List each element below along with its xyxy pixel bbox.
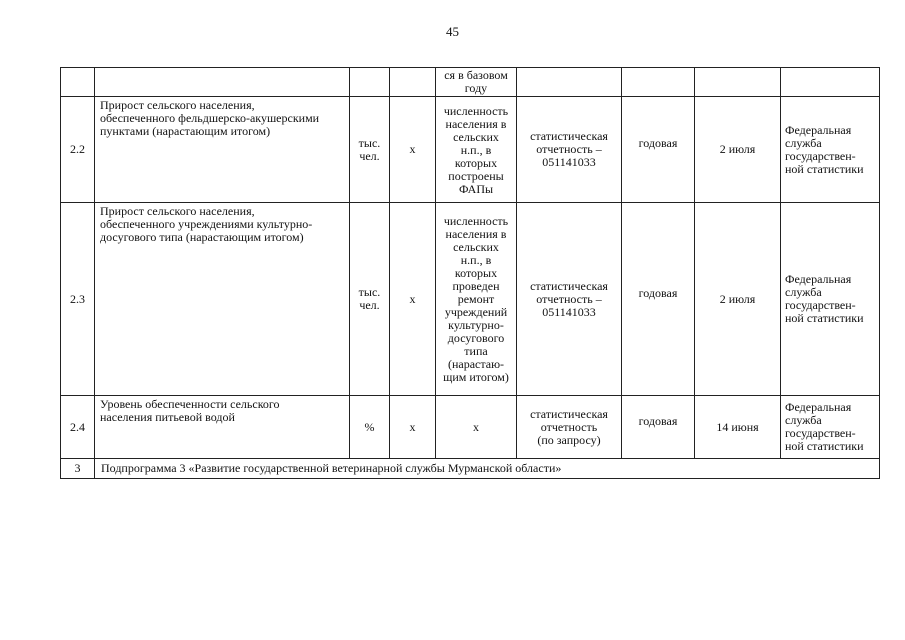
cell-name xyxy=(95,68,350,97)
subprogram-title: Подпрограмма 3 «Развитие государственной ветеринарной службы Мурманской области» xyxy=(95,459,880,479)
table-row xyxy=(61,97,880,203)
periodicity: годовая xyxy=(622,97,695,203)
mark-x: х xyxy=(390,396,436,459)
cell-date xyxy=(695,68,781,97)
responsible-body: Федеральная служба государствен- ной статистики xyxy=(781,203,880,396)
base-indicator: численность населения в сельских н.п., в которых построены ФАПы xyxy=(436,97,517,203)
table-row-continued xyxy=(61,68,880,97)
indicators-table xyxy=(60,67,880,479)
deadline-date: 2 июля xyxy=(695,97,781,203)
subprogram-number: 3 xyxy=(61,459,95,479)
unit-of-measure: тыс. чел. xyxy=(350,203,390,396)
cell-unit xyxy=(350,68,390,97)
base-indicator: численность населения в сельских н.п., в которых проведен ремонт учреждений культурно- досугового типа (нарастаю- щим итогом) xyxy=(436,203,517,396)
responsible-body: Федеральная служба государствен- ной статистики xyxy=(781,97,880,203)
responsible-body: Федеральная служба государствен- ной статистики xyxy=(781,396,880,459)
cell-mark xyxy=(390,68,436,97)
table-row xyxy=(61,396,880,459)
page-number: 45 xyxy=(446,24,459,39)
cell-responsible xyxy=(781,68,880,97)
mark-x: х xyxy=(390,203,436,396)
indicator-name: Прирост сельского населения, обеспеченного учреждениями культурно- досугового типа (нарастающим итогом) xyxy=(95,203,350,396)
cell-period xyxy=(622,68,695,97)
row-number: 2.3 xyxy=(61,203,95,396)
periodicity: годовая xyxy=(622,396,695,459)
mark-x: х xyxy=(390,97,436,203)
subprogram-row xyxy=(61,459,880,479)
indicator-name: Прирост сельского населения, обеспеченного фельдшерско-акушерскими пунктами (нарастающим итогом) xyxy=(95,97,350,203)
collection-method: статистическая отчетность (по запросу) xyxy=(517,396,622,459)
periodicity: годовая xyxy=(622,203,695,396)
collection-method: статистическая отчетность – 051141033 xyxy=(517,97,622,203)
cell-num xyxy=(61,68,95,97)
deadline-date: 14 июня xyxy=(695,396,781,459)
row-number: 2.4 xyxy=(61,396,95,459)
collection-method: статистическая отчетность – 051141033 xyxy=(517,203,622,396)
unit-of-measure: тыс. чел. xyxy=(350,97,390,203)
table-row xyxy=(61,203,880,396)
deadline-date: 2 июля xyxy=(695,203,781,396)
base-indicator: х xyxy=(436,396,517,459)
cell-base: ся в базовом году xyxy=(436,68,517,97)
row-number: 2.2 xyxy=(61,97,95,203)
indicator-name: Уровень обеспеченности сельского населения питьевой водой xyxy=(95,396,350,459)
cell-method xyxy=(517,68,622,97)
unit-of-measure: % xyxy=(350,396,390,459)
